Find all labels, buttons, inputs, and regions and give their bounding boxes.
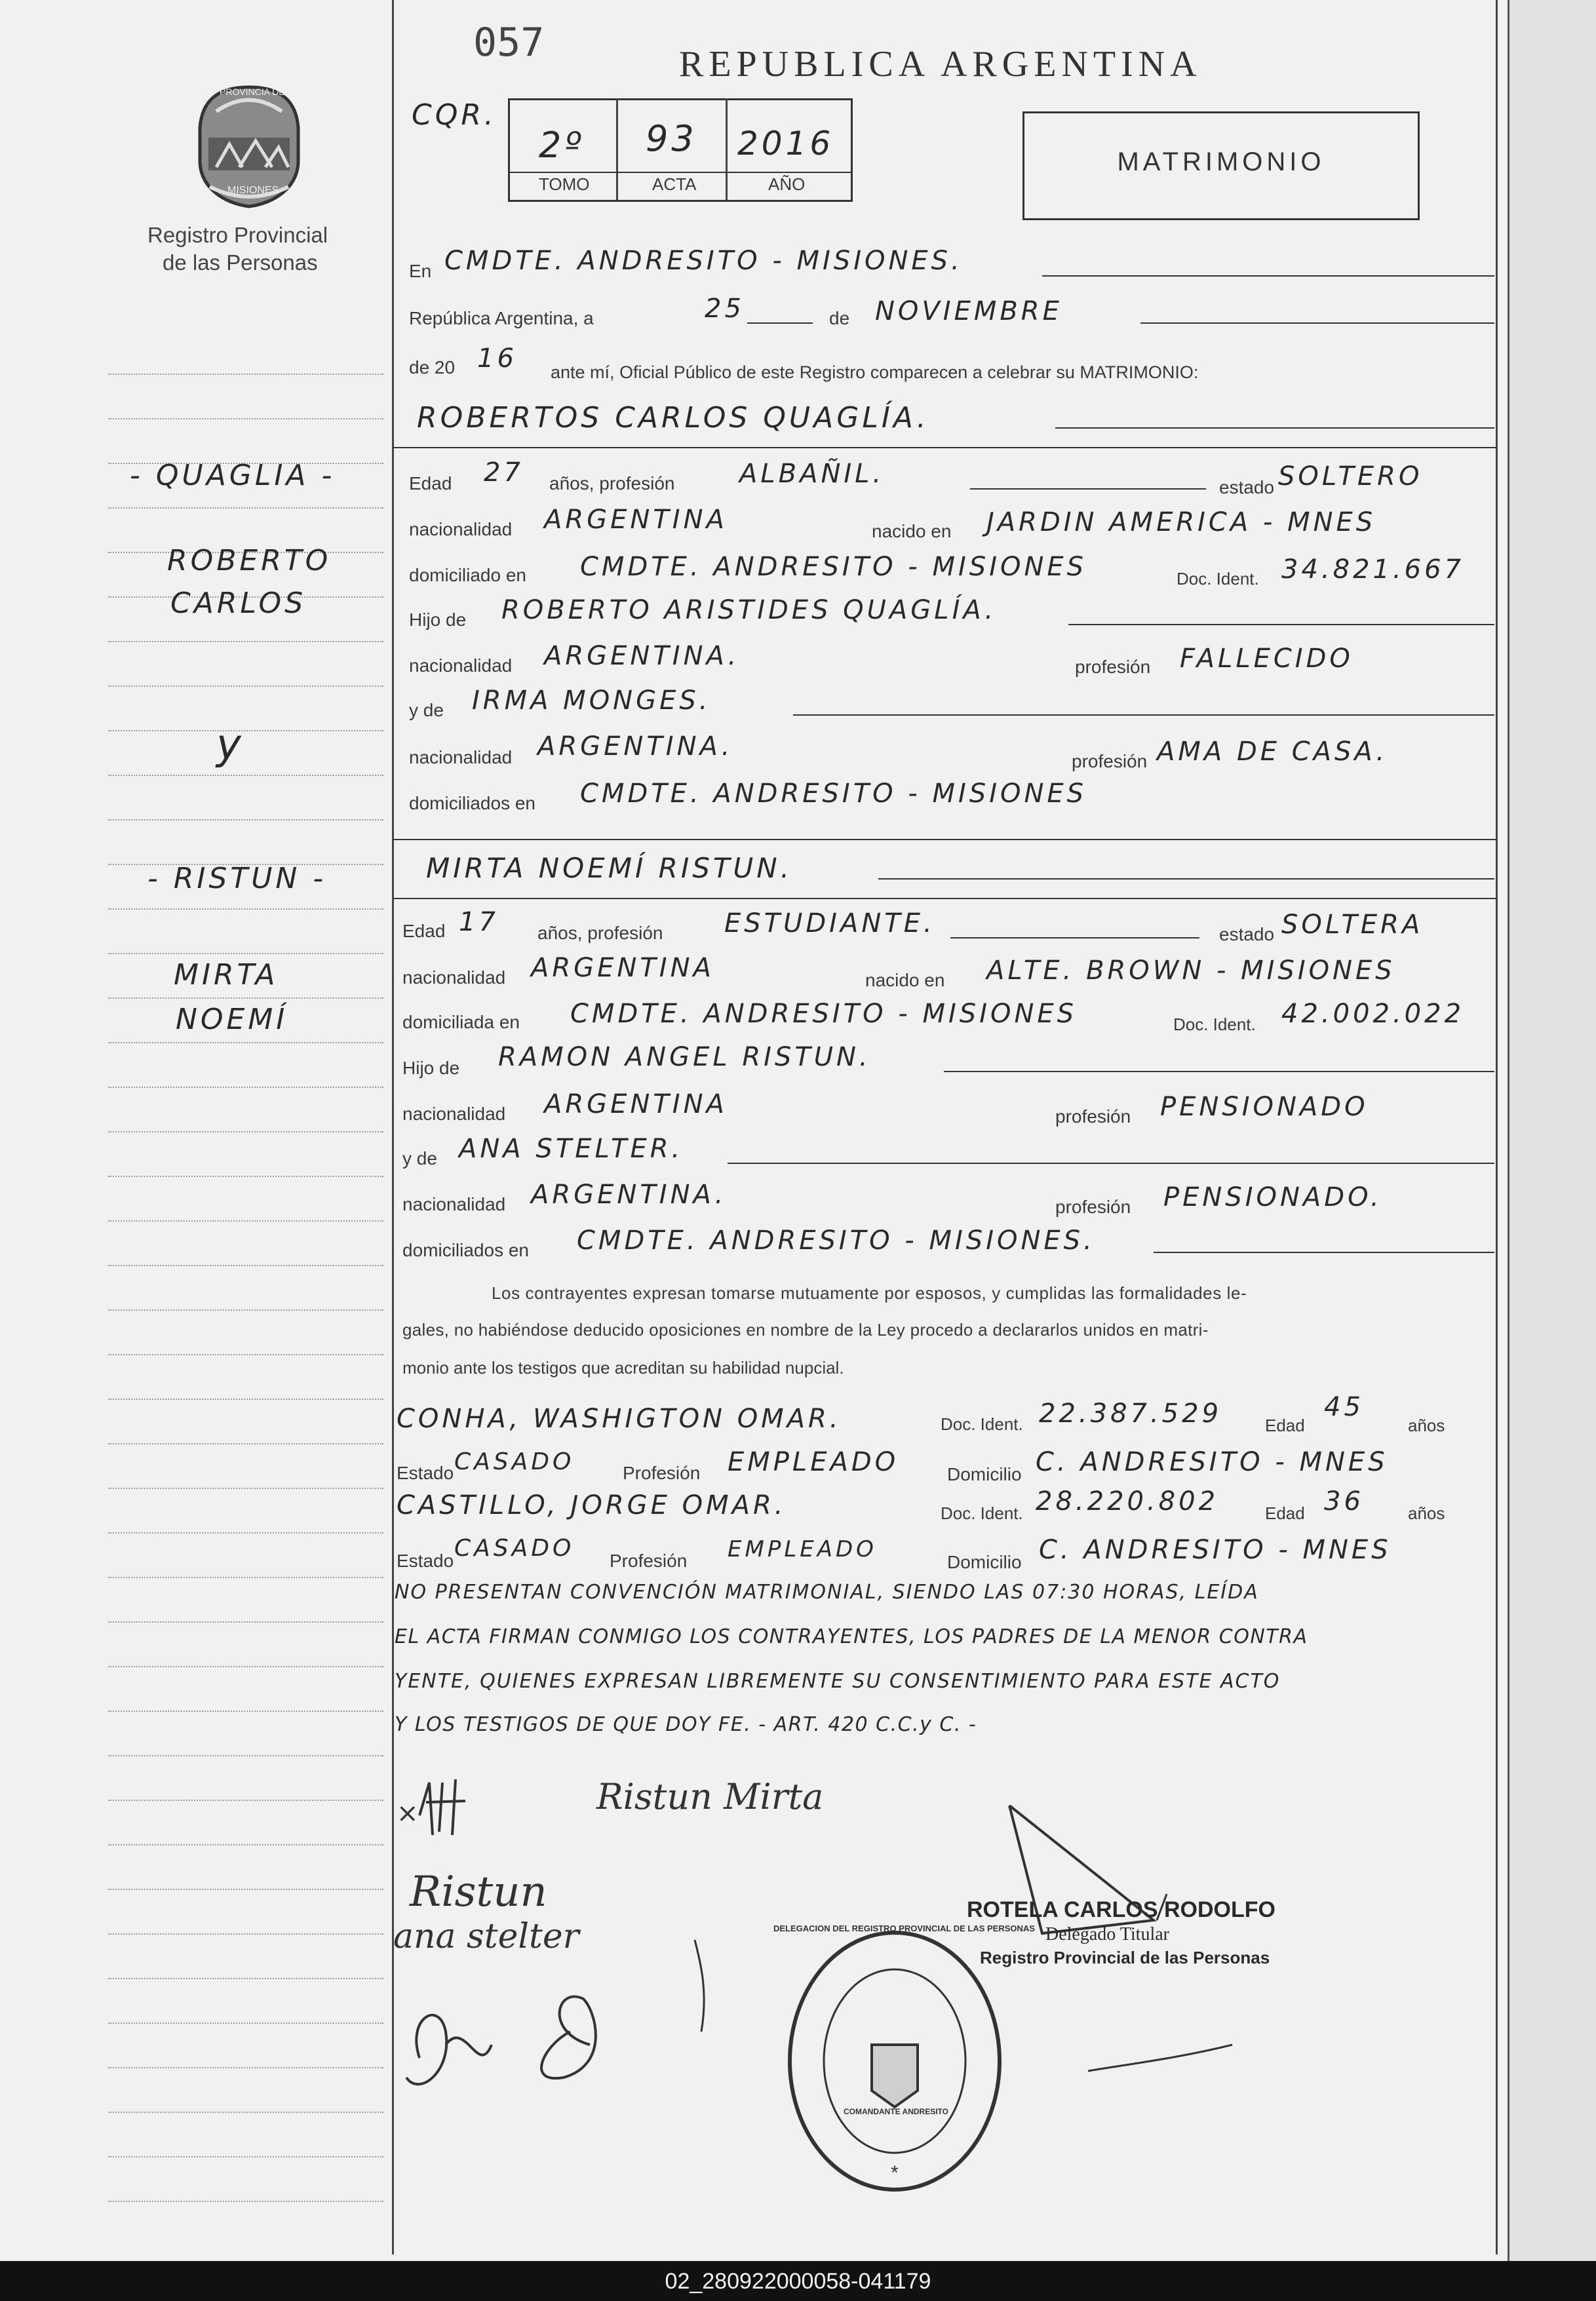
ante-mi-text: ante mí, Oficial Público de este Registro comparecen a celebrar su MATRIMONIO: <box>551 362 1199 382</box>
bride-mother-signature: ana stelter <box>393 1917 579 1956</box>
bride-mother-nationality: ARGENTINA. <box>531 1180 727 1210</box>
tomo-label: TOMO <box>539 174 590 194</box>
bride-father-profesion-label: profesión <box>1055 1106 1131 1127</box>
margin-dotted-line <box>108 374 383 375</box>
bride-doc: 42.002.022 <box>1281 999 1465 1029</box>
registry-name-line2: de las Personas <box>163 250 318 275</box>
margin-dotted-line <box>108 2022 383 2024</box>
groom-hijo-label: Hijo de <box>409 609 467 630</box>
margin-dotted-line <box>108 1443 383 1444</box>
bride-mother-profession: PENSIONADO. <box>1163 1182 1382 1212</box>
note-line3: YENTE, QUIENES EXPRESAN LIBREMENTE SU CONSENTIMIENTO PARA ESTE ACTO <box>395 1670 1281 1693</box>
fill-line <box>1140 322 1494 324</box>
groom-doc-label: Doc. Ident. <box>1177 569 1259 589</box>
margin-connector: y <box>216 721 244 769</box>
margin-bride-surname: - RISTUN - <box>147 862 327 895</box>
declaration-line3: monio ante los testigos que acreditan su habilidad nupcial. <box>402 1358 844 1378</box>
witness2-doc-label: Doc. Ident. <box>941 1503 1023 1523</box>
stamp-org: Registro Provincial de las Personas <box>980 1948 1270 1967</box>
svg-text:*: * <box>891 2162 899 2184</box>
margin-dotted-line <box>108 1087 383 1088</box>
groom-nacido-label: nacido en <box>872 521 952 541</box>
ano-label: AÑO <box>768 174 806 194</box>
fill-line <box>793 714 1494 716</box>
fill-line <box>970 488 1206 490</box>
box-divider <box>726 98 728 200</box>
declaration-line1: Los contrayentes expresan tomarse mutuamente por esposos, y cumplidas las formalidades le- <box>492 1283 1247 1303</box>
groom-nacionalidad-label: nacionalidad <box>409 519 513 539</box>
section-rule <box>393 839 1496 840</box>
witness2-anos-label: años <box>1408 1503 1445 1523</box>
place: CMDTE. ANDRESITO - MISIONES. <box>444 246 963 276</box>
witness1-status: CASADO <box>454 1448 575 1475</box>
stamp-title: Delegado Titular <box>1045 1924 1169 1944</box>
margin-dotted-line <box>108 2067 383 2068</box>
fill-line <box>944 1071 1494 1072</box>
witness1-domicile: C. ANDRESITO - MNES <box>1036 1447 1388 1477</box>
country-title: REPUBLICA ARGENTINA <box>679 44 1202 85</box>
margin-groom-name1: ROBERTO <box>167 544 332 577</box>
groom-doc: 34.821.667 <box>1281 554 1465 585</box>
groom-parents-domicile: CMDTE. ANDRESITO - MISIONES <box>580 779 1087 809</box>
witness2-profession: EMPLEADO <box>728 1536 877 1562</box>
margin-dotted-line <box>108 1220 383 1222</box>
margin-dotted-line <box>108 1978 383 1979</box>
month: NOVIEMBRE <box>875 296 1062 326</box>
bride-signature: Ristun Mirta <box>596 1776 824 1817</box>
acta-label: ACTA <box>652 174 697 194</box>
groom-estado-label: estado <box>1219 477 1275 497</box>
margin-dotted-line <box>108 1844 383 1846</box>
bride-father-nacionalidad-label: nacionalidad <box>402 1104 506 1124</box>
bride-y-de-label: y de <box>402 1148 437 1169</box>
margin-dotted-line <box>108 1577 383 1578</box>
image-caption: 02_280922000058-041179 <box>665 2269 931 2294</box>
bride-father-profession: PENSIONADO <box>1160 1092 1369 1122</box>
margin-dotted-line <box>108 908 383 910</box>
margin-dotted-line <box>108 1621 383 1623</box>
fill-line <box>1055 427 1494 429</box>
note-line2: EL ACTA FIRMAN CONMIGO LOS CONTRAYENTES, LOS PADRES DE LA MENOR CONTRA <box>395 1625 1308 1648</box>
year-suffix: 16 <box>477 343 517 374</box>
margin-dotted-line <box>108 1666 383 1667</box>
margin-dotted-line <box>108 1711 383 1712</box>
republica-label: República Argentina, a <box>409 308 594 328</box>
fill-line <box>747 322 813 324</box>
fill-line <box>1042 275 1494 277</box>
fill-line <box>1068 624 1494 625</box>
groom-father-profesion-label: profesión <box>1075 657 1151 677</box>
groom-father-nationality: ARGENTINA. <box>544 641 740 671</box>
declaration-line2: gales, no habiéndose deducido oposiciones en nombre de la Ley procedo a declararlos unidos en matri- <box>402 1320 1209 1340</box>
bride-mother-nacionalidad-label: nacionalidad <box>402 1194 506 1214</box>
witness2-domicile: C. ANDRESITO - MNES <box>1039 1535 1392 1565</box>
margin-dotted-line <box>108 775 383 776</box>
bride-birthplace: ALTE. BROWN - MISIONES <box>986 956 1395 986</box>
margin-dotted-line <box>108 2112 383 2113</box>
margin-dotted-line <box>108 1755 383 1756</box>
act-type: MATRIMONIO <box>1117 147 1325 176</box>
groom-nationality: ARGENTINA <box>544 505 728 535</box>
margin-dotted-line <box>108 1176 383 1177</box>
groom-mother-nationality: ARGENTINA. <box>537 731 733 762</box>
section-rule <box>393 898 1496 899</box>
groom-y-de-label: y de <box>409 700 444 720</box>
groom-age: 27 <box>484 457 524 488</box>
stamp-name: ROTELA CARLOS RODOLFO <box>967 1897 1275 1922</box>
fill-line <box>950 937 1199 938</box>
margin-dotted-line <box>108 1399 383 1400</box>
bride-father-nationality: ARGENTINA <box>544 1089 728 1119</box>
bride-edad-label: Edad <box>402 921 446 941</box>
witness1-anos-label: años <box>1408 1416 1445 1435</box>
emblem-top-text: PROVINCIA DE <box>220 87 285 97</box>
margin-groom-name2: CARLOS <box>170 587 307 620</box>
bride-estado-label: estado <box>1219 924 1275 944</box>
margin-dotted-line <box>108 1265 383 1266</box>
bride-mother-profesion-label: profesión <box>1055 1197 1131 1217</box>
seal-ring-text: DELEGACION DEL REGISTRO PROVINCIAL DE LAS PERSONAS <box>773 1924 1035 1933</box>
ano-value: 2016 <box>737 125 834 163</box>
margin-dotted-line <box>108 2201 383 2202</box>
bride-nacionalidad-label: nacionalidad <box>402 967 506 988</box>
groom-profession: ALBAÑIL. <box>739 459 885 489</box>
margin-dotted-line <box>108 418 383 419</box>
margin-dotted-line <box>108 2156 383 2157</box>
box-divider <box>616 98 618 200</box>
de-year-label: de 20 <box>409 357 456 377</box>
witness1-age: 45 <box>1324 1392 1364 1422</box>
bride-nationality: ARGENTINA <box>531 953 714 983</box>
bride-father: RAMON ANGEL RISTUN. <box>498 1042 871 1072</box>
bride-domiciliada-label: domiciliada en <box>402 1012 520 1032</box>
bride-mother: ANA STELTER. <box>459 1134 684 1164</box>
witness2-doc: 28.220.802 <box>1036 1486 1219 1517</box>
margin-dotted-line <box>108 1131 383 1132</box>
margin-dotted-line <box>108 1532 383 1534</box>
bride-anos-profesion-label: años, profesión <box>537 923 663 943</box>
sheet-number: 057 <box>473 20 545 66</box>
fill-line <box>878 878 1494 880</box>
witness2-estado-label: Estado <box>397 1551 454 1571</box>
margin-dotted-line <box>108 819 383 821</box>
margin-dotted-line <box>108 730 383 731</box>
margin-groom-surname: - QUAGLIA - <box>130 459 336 492</box>
groom-mother-profession: AMA DE CASA. <box>1157 737 1388 767</box>
de-label: de <box>829 308 850 328</box>
margin-dotted-line <box>108 1309 383 1311</box>
witness2-domicilio-label: Domicilio <box>947 1552 1022 1572</box>
corr-note: CQR. <box>412 98 497 132</box>
groom-full-name: ROBERTOS CARLOS QUAGLÍA. <box>417 401 929 435</box>
emblem-bottom-text: MISIONES <box>227 185 279 196</box>
groom-anos-profesion-label: años, profesión <box>549 473 675 493</box>
seal-inner-text: COMANDANTE ANDRESITO <box>844 2107 949 2116</box>
witness2-edad-label: Edad <box>1265 1503 1305 1523</box>
bride-age: 17 <box>459 907 499 937</box>
margin-dotted-line <box>108 686 383 687</box>
witness1-domicilio-label: Domicilio <box>947 1464 1022 1484</box>
witness1-edad-label: Edad <box>1265 1416 1305 1435</box>
fill-line <box>728 1163 1494 1164</box>
margin-dotted-line <box>108 1889 383 1890</box>
witness1-doc: 22.387.529 <box>1039 1399 1222 1429</box>
margin-dotted-line <box>108 1042 383 1043</box>
groom-father-nacionalidad-label: nacionalidad <box>409 655 513 676</box>
witness2-status: CASADO <box>454 1535 575 1562</box>
note-line1: NO PRESENTAN CONVENCIÓN MATRIMONIAL, SIENDO LAS 07:30 HORAS, LEÍDA <box>395 1581 1259 1604</box>
groom-parents-domiciliados-label: domiciliados en <box>409 793 535 813</box>
registry-name-line1: Registro Provincial <box>147 223 328 247</box>
day: 25 <box>705 294 745 324</box>
section-rule <box>393 447 1496 448</box>
witness2-age: 36 <box>1324 1486 1364 1517</box>
bride-doc-label: Doc. Ident. <box>1173 1015 1256 1034</box>
margin-dotted-line <box>108 1354 383 1355</box>
margin-dotted-line <box>108 641 383 642</box>
witness1-name: CONHA, WASHIGTON OMAR. <box>397 1404 842 1434</box>
margin-dotted-line <box>108 953 383 954</box>
witness2-profesion-label: Profesión <box>610 1551 688 1571</box>
bride-parents-domicile: CMDTE. ANDRESITO - MISIONES. <box>577 1226 1095 1256</box>
witness1-profesion-label: Profesión <box>623 1463 701 1483</box>
groom-mother-nacionalidad-label: nacionalidad <box>409 747 513 767</box>
margin-dotted-line <box>108 507 383 509</box>
margin-bride-name1: MIRTA <box>174 958 279 992</box>
witness1-profession: EMPLEADO <box>728 1447 899 1477</box>
margin-dotted-line <box>108 1800 383 1801</box>
bride-domicile: CMDTE. ANDRESITO - MISIONES <box>570 999 1078 1029</box>
bride-father-signature: Ristun <box>410 1868 547 1916</box>
svg-text:×: × <box>397 1798 419 1828</box>
page-edge <box>1508 0 1596 2261</box>
box-divider <box>508 172 851 173</box>
groom-domicile: CMDTE. ANDRESITO - MISIONES <box>580 552 1087 582</box>
margin-dotted-line <box>108 1488 383 1489</box>
bride-parents-domiciliados-label: domiciliados en <box>402 1240 529 1260</box>
en-label: En <box>409 261 432 281</box>
groom-father-profession: FALLECIDO <box>1180 644 1353 674</box>
groom-birthplace: JARDIN AMERICA - MNES <box>986 507 1376 537</box>
tomo-value: 2º <box>539 125 585 166</box>
bride-hijo-label: Hijo de <box>402 1058 460 1078</box>
fill-line <box>1154 1252 1494 1253</box>
witness2-name: CASTILLO, JORGE OMAR. <box>397 1490 787 1520</box>
registry-seal <box>783 1927 1006 2195</box>
groom-civil-status: SOLTERO <box>1278 461 1423 492</box>
witness1-estado-label: Estado <box>397 1463 454 1483</box>
groom-father: ROBERTO ARISTIDES QUAGLÍA. <box>501 595 997 625</box>
bride-profession: ESTUDIANTE. <box>724 908 935 938</box>
witness1-doc-label: Doc. Ident. <box>941 1414 1023 1434</box>
groom-mother-profesion-label: profesión <box>1072 751 1148 771</box>
groom-edad-label: Edad <box>409 473 452 493</box>
groom-mother: IRMA MONGES. <box>472 686 711 716</box>
margin-dotted-line <box>108 1933 383 1935</box>
margin-bride-name2: NOEMÍ <box>176 1003 288 1036</box>
groom-domiciliado-label: domiciliado en <box>409 565 526 585</box>
bride-full-name: MIRTA NOEMÍ RISTUN. <box>426 852 793 884</box>
acta-value: 93 <box>646 118 697 159</box>
margin-dotted-line <box>108 997 383 999</box>
note-line4: Y LOS TESTIGOS DE QUE DOY FE. - ART. 420 C.C.y C. - <box>395 1713 977 1736</box>
bride-nacido-label: nacido en <box>865 970 945 990</box>
bride-civil-status: SOLTERA <box>1281 910 1424 940</box>
